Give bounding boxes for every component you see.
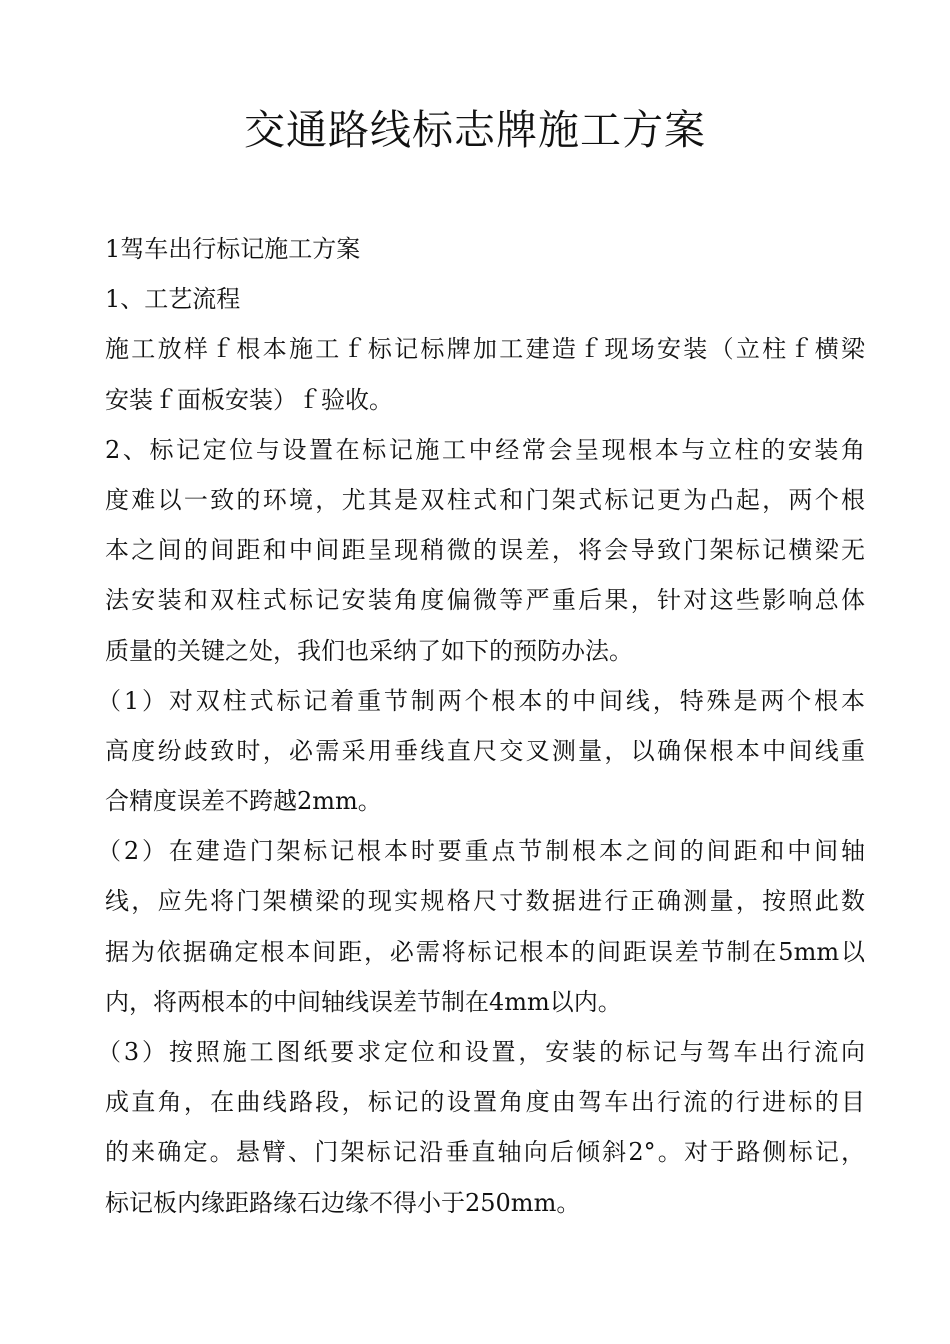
- paragraph-line: 安装ｆ面板安装）ｆ验收。: [105, 385, 393, 414]
- paragraph-line: 线，应先将门架横梁的现实规格尺寸数据进行正确测量，按照此数: [105, 887, 865, 916]
- paragraph-line: 合精度误差不跨越2mm。: [105, 787, 382, 816]
- paragraph-line: 高度纷歧致时，必需采用垂线直尺交叉测量，以确保根本中间线重: [105, 736, 865, 765]
- paragraph-line: 本之间的间距和中间距呈现稍微的误差，将会导致门架标记横梁无: [105, 536, 865, 565]
- paragraph-line: 内，将两根本的中间轴线误差节制在4mm以内。: [105, 987, 622, 1016]
- document-title: 交通路线标志牌施工方案: [244, 106, 706, 154]
- section-heading: 1驾车出行标记施工方案: [105, 235, 361, 263]
- paragraph-line: 法安装和双柱式标记安装角度偏微等严重后果，针对这些影响总体: [105, 586, 865, 615]
- paragraph-line: 成直角，在曲线路段，标记的设置角度由驾车出行流的行进标的目: [105, 1088, 865, 1117]
- document-body: [97, 224, 865, 1228]
- subsection-heading: 1、工艺流程: [105, 285, 241, 314]
- paragraph-line: 据为依据确定根本间距，必需将标记根本的间距误差节制在5mm以: [105, 937, 865, 966]
- paragraph-line: 度难以一致的环境，尤其是双柱式和门架式标记更为凸起，两个根: [105, 485, 865, 514]
- list-item-line: （1）对双柱式标记着重节制两个根本的中间线，特殊是两个根本: [97, 686, 865, 715]
- paragraph-line: 的来确定。悬臂、门架标记沿垂直轴向后倾斜2°。对于路侧标记，: [105, 1138, 865, 1167]
- paragraph-line: 质量的关键之处，我们也采纳了如下的预防办法。: [105, 636, 633, 665]
- list-item-line: （2）在建造门架标记根本时要重点节制根本之间的间距和中间轴: [97, 837, 865, 866]
- paragraph-line: 施工放样ｆ根本施工ｆ标记标牌加工建造ｆ现场安装（立柱ｆ横梁: [105, 335, 865, 364]
- paragraph-line: 2、标记定位与设置在标记施工中经常会呈现根本与立柱的安装角: [105, 435, 865, 464]
- list-item-line: （3）按照施工图纸要求定位和设置，安装的标记与驾车出行流向: [97, 1038, 865, 1066]
- paragraph-line: 标记板内缘距路缘石边缘不得小于250mm。: [105, 1188, 581, 1217]
